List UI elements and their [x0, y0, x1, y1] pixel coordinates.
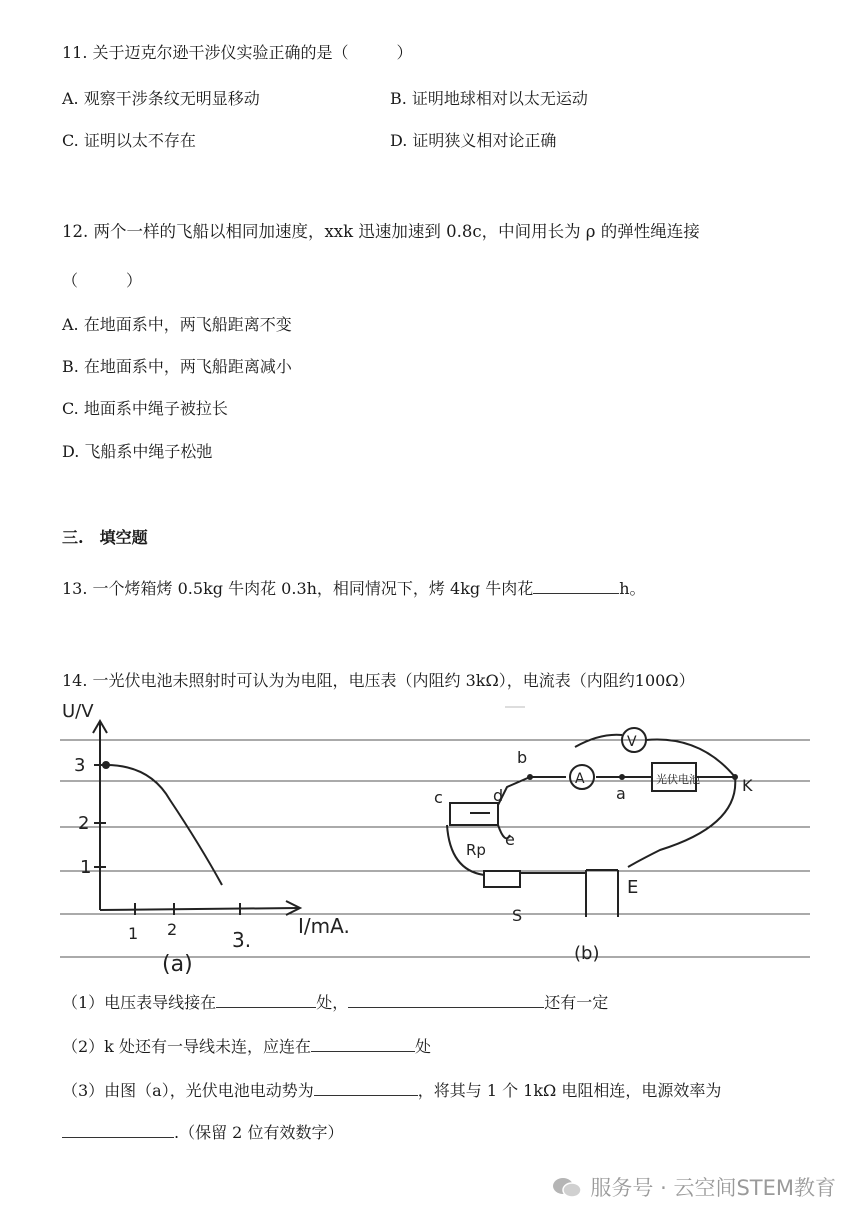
label-e-battery: E	[627, 877, 639, 898]
q13-blank	[533, 579, 619, 594]
watermark-text: 服务号 · 云空间STEM教育	[590, 1176, 836, 1200]
q12-paren: （ ）	[62, 271, 143, 290]
label-b: b	[517, 748, 528, 767]
q13-line	[62, 576, 646, 599]
wire-voltmeter-left	[575, 735, 622, 747]
q11-stem: 11. 关于迈克尔逊干涉仪实验正确的是（ ）	[62, 43, 413, 62]
q14-sub3-cont	[62, 1120, 343, 1143]
wechat-bubble-right	[563, 1183, 581, 1197]
switch	[484, 871, 520, 887]
q11-option-b: B. 证明地球相对以太无运动	[390, 89, 588, 108]
q14-sub3-blank-2	[62, 1123, 174, 1138]
q13-text-before: 13. 一个烤箱烤 0.5kg 牛肉花 0.3h，相同情况下，烤 4kg 牛肉花	[62, 579, 534, 598]
label-rp: Rp	[466, 841, 486, 859]
label-e: e	[505, 830, 515, 849]
circuit-b-caption: (b)	[574, 943, 600, 964]
ammeter-label: A	[575, 771, 585, 787]
q14-sub1-text-a: （1）电压表导线接在	[62, 993, 217, 1012]
label-c: c	[434, 788, 443, 807]
label-d: d	[493, 786, 504, 805]
q14-sub1-text-c: 还有一定	[544, 993, 609, 1012]
q14-sub3-blank-1	[314, 1081, 418, 1096]
node-b	[527, 774, 533, 780]
voltmeter-label: V	[627, 734, 637, 750]
q14-sub3-text-b: ，将其与 1 个 1kΩ 电阻相连，电源效率为	[417, 1081, 722, 1100]
label-s: S	[512, 906, 523, 925]
graph-a-caption: (a)	[162, 952, 193, 977]
q14-stem: 14. 一光伏电池未照射时可认为为电阻，电压表（内阻约 3kΩ），电流表（内阻约100Ω）	[62, 671, 695, 690]
q14-sub1-text-b: 处，	[316, 993, 349, 1012]
node-k	[732, 774, 738, 780]
q14-sub3-text-c: .（保留 2 位有效数字）	[174, 1123, 344, 1142]
graph-a-x-label: I/mA.	[298, 914, 350, 938]
q11-option-d: D. 证明狭义相对论正确	[390, 131, 557, 150]
q12-option-b: B. 在地面系中，两飞船距离减小	[62, 357, 292, 376]
label-k: K	[742, 776, 753, 795]
q14-sub1	[62, 990, 608, 1013]
q11-option-c: C. 证明以太不存在	[62, 131, 196, 150]
section-title: 三. 填空题	[62, 528, 148, 547]
graph-a-ytick-label-2: 2	[78, 813, 90, 834]
q12-option-c: C. 地面系中绳子被拉长	[62, 399, 228, 418]
graph-a-xtick-label-1: 1	[128, 924, 139, 943]
q12-option-a: A. 在地面系中，两飞船距离不变	[62, 315, 292, 334]
q13-text-after: h。	[619, 579, 646, 598]
wire-voltmeter-right	[646, 739, 735, 777]
q14-sub2-blank	[311, 1037, 415, 1052]
wechat-icon	[552, 1176, 582, 1198]
q11-option-a: A. 观察干涉条纹无明显移动	[62, 89, 260, 108]
graph-a-xtick-label-3: 3.	[232, 928, 252, 952]
watermark	[552, 1172, 836, 1202]
q14-sub2-text-a: （2）k 处还有一导线未连，应连在	[62, 1037, 311, 1056]
q14-sub1-blank-2	[348, 993, 544, 1008]
q12-option-d: D. 飞船系中绳子松弛	[62, 442, 213, 461]
node-a	[619, 774, 625, 780]
q12-stem: 12. 两个一样的飞船以相同加速度，xxk 迅速加速到 0.8c，中间用长为 ρ 的弹性绳连接	[62, 222, 700, 241]
label-a: a	[616, 784, 626, 803]
graph-a	[93, 721, 300, 915]
q14-figures	[0, 695, 864, 980]
q14-sub2-text-b: 处	[414, 1037, 431, 1056]
q14-sub1-blank-1	[216, 993, 316, 1008]
q14-sub3	[62, 1078, 721, 1101]
graph-a-curve	[106, 765, 222, 885]
graph-a-ytick-label-1: 1	[80, 857, 92, 878]
graph-a-ytick-label-3: 3	[74, 755, 86, 776]
photocell-label: 光伏电池	[656, 773, 700, 786]
graph-a-x-axis	[100, 908, 298, 910]
graph-a-xtick-label-2: 2	[167, 920, 178, 939]
q14-sub3-text-a: （3）由图（a），光伏电池电动势为	[62, 1081, 314, 1100]
graph-a-y-label: U/V	[62, 701, 94, 722]
q14-sub2	[62, 1034, 431, 1057]
circuit-b	[447, 728, 735, 917]
